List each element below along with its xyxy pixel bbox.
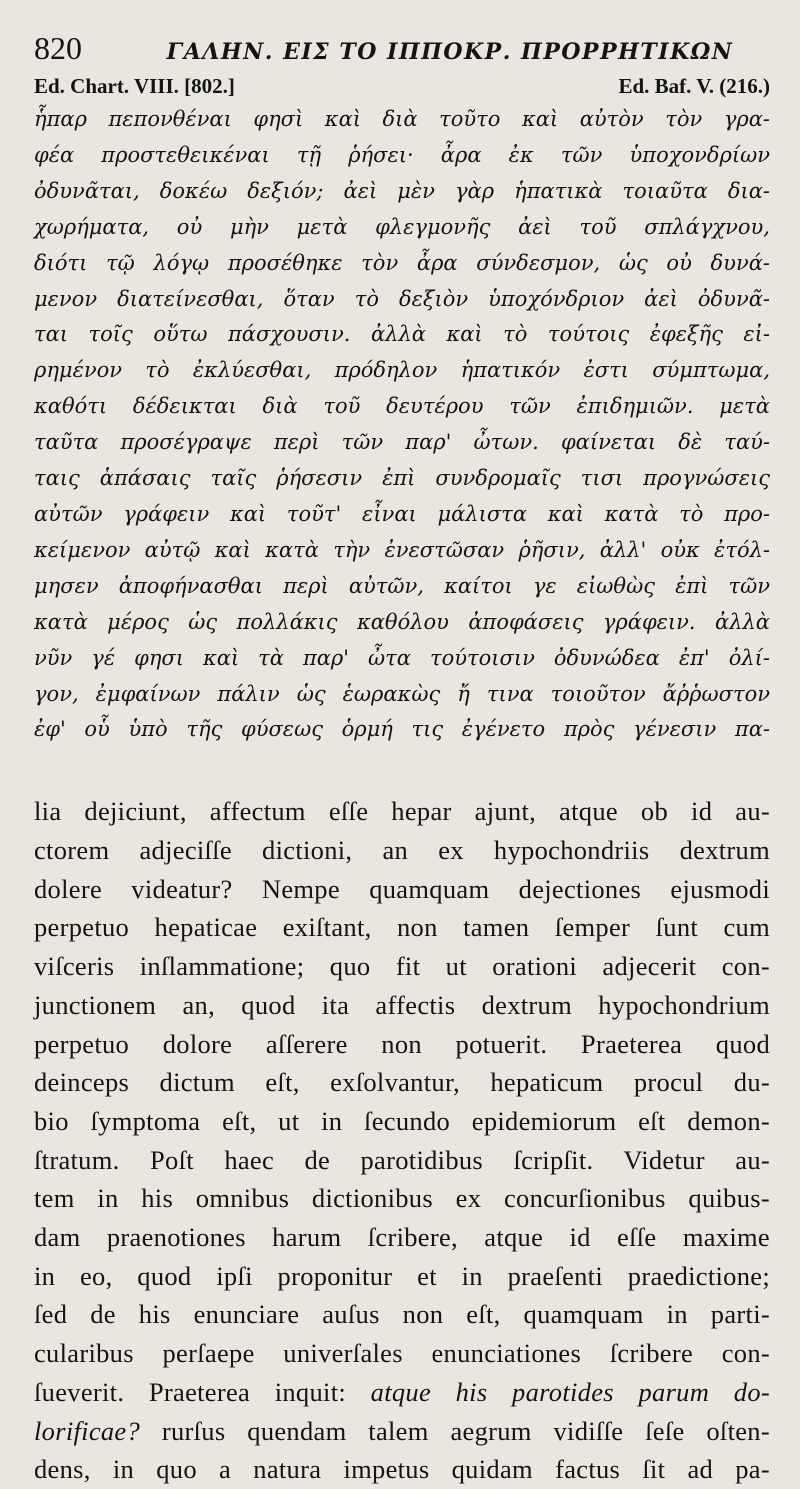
greek-line: χωρήματα, οὐ μὴν μετὰ φλεγμονῆς ἀεὶ τοῦ σπλάγχνου, xyxy=(34,214,770,239)
greek-line: ρημένον τὸ ἐκλύεσθαι, πρόδηλον ἡπατικόν ἐστι σύμπτωμα, xyxy=(34,358,770,383)
latin-line: deinceps dictum eſt, exſolvantur, hepaticum procul du- xyxy=(34,1067,770,1098)
latin-line: perpetuo dolore aſſerere non potuerit. Praeterea quod xyxy=(34,1028,770,1059)
greek-text-block xyxy=(34,102,770,748)
greek-line: νῦν γέ φησι καὶ τὰ παρ' ὦτα τούτοισιν ὀδυνώδεα ἐπ' ὀλί- xyxy=(34,645,770,670)
latin-line xyxy=(34,1373,770,1412)
latin-line: cularibus perſaepe univerſales enunciationes ſcribere con- xyxy=(34,1338,770,1369)
latin-line-italic: lorificae? xyxy=(34,1415,141,1446)
latin-line: in eo, quod ipſi proponitur et in praeſenti praedictione; xyxy=(34,1260,770,1291)
latin-line-roman: ſueverit. Praeterea inquit: xyxy=(34,1376,347,1407)
greek-line: κείμενον αὐτῷ καὶ κατὰ τὴν ἐνεστῶσαν ῥῆσιν, ἀλλ' οὐκ ἐτόλ- xyxy=(34,537,770,562)
edition-chartier-reference: Ed. Chart. VIII. [802.] xyxy=(34,74,235,98)
running-head xyxy=(34,30,770,70)
latin-line: bio ſymptoma eſt, ut in ſecundo epidemiorum eſt demon- xyxy=(34,1105,770,1136)
latin-line-italic: atque his parotides parum do- xyxy=(370,1376,770,1407)
greek-line: ταις ἁπάσαις ταῖς ῥήσεσιν ἐπὶ συνδρομαῖς τισι προγνώσεις xyxy=(34,466,770,491)
greek-line: κατὰ μέρος ὡς πολλάκις καθόλου ἀποφάσεις γράφειν. ἀλλὰ xyxy=(34,609,770,634)
greek-line: γον, ἐμφαίνων πάλιν ὡς ἑωρακὼς ἤ τινα τοιοῦτον ἄῤῥωστον xyxy=(34,681,770,706)
running-title: ΓΑΛΗΝ. ΕΙΣ ΤΟ ΙΠΠΟΚΡ. ΠΡΟΡΡΗΤΙΚΩΝ xyxy=(166,39,734,65)
latin-line: dam praenotiones harum ſcribere, atque id eſſe maxime xyxy=(34,1222,770,1253)
greek-line: ταῦτα προσέγραψε περὶ τῶν παρ' ὦτων. φαίνεται δὲ ταύ- xyxy=(34,430,770,455)
latin-line: junctionem an, quod ita affectis dextrum hypochondrium xyxy=(34,989,770,1020)
edition-basel-reference: Ed. Baf. V. (216.) xyxy=(618,74,770,98)
latin-text-block xyxy=(34,792,770,1489)
latin-line: ſtratum. Poſt haec de parotidibus ſcripſit. Videtur au- xyxy=(34,1144,770,1175)
greek-line: φέα προστεθεικέναι τῇ ῥήσει· ἆρα ἐκ τῶν ὑποχονδρίων xyxy=(34,142,770,167)
greek-line: ἧπαρ πεπονθέναι φησὶ καὶ διὰ τοῦτο καὶ αὐτὸν τὸν γρα- xyxy=(34,107,770,131)
latin-line: ctorem adjeciſſe dictioni, an ex hypochondriis dextrum xyxy=(34,835,770,866)
latin-line: dens, in quo a natura impetus quidam factus ſit ad pa- xyxy=(34,1454,770,1485)
latin-line: ſed de his enunciare auſus non eſt, quamquam in parti- xyxy=(34,1299,770,1330)
greek-line: μενον διατείνεσθαι, ὅταν τὸ δεξιὸν ὑποχόνδριον ἀεὶ ὀδυνᾶ- xyxy=(34,286,770,311)
latin-line: tem in his omnibus dictionibus ex concurſionibus quibus- xyxy=(34,1183,770,1214)
latin-line: dolere videatur? Nempe quamquam dejectiones ejusmodi xyxy=(34,873,770,904)
greek-line: μησεν ἀποφήνασθαι περὶ αὐτῶν, καίτοι γε εἰωθὼς ἐπὶ τῶν xyxy=(34,573,770,598)
greek-line: ἐφ' οὗ ὑπὸ τῆς φύσεως ὁρμή τις ἐγένετο πρὸς γένεσιν πα- xyxy=(34,717,770,742)
latin-line-roman: rurſus quendam talem aegrum vidiſſe ſeſe oſten- xyxy=(161,1415,770,1446)
page-number: 820 xyxy=(34,30,82,66)
greek-line: αὐτῶν γράφειν καὶ τοῦτ' εἶναι μάλιστα καὶ κατὰ τὸ προ- xyxy=(34,501,770,526)
latin-line: lia dejiciunt, affectum eſſe hepar ajunt, atque ob id au- xyxy=(34,796,770,827)
greek-line: ὀδυνᾶται, δοκέω δεξιόν; ἀεὶ μὲν γὰρ ἡπατικὰ τοιαῦτα δια- xyxy=(34,178,770,203)
greek-line: διότι τῷ λόγῳ προσέθηκε τὸν ἆρα σύνδεσμον, ὡς οὐ δυνά- xyxy=(34,250,770,275)
greek-line: καθότι δέδεικται διὰ τοῦ δευτέρου τῶν ἐπιδημιῶν. μετὰ xyxy=(34,394,770,419)
edition-reference-line xyxy=(34,74,770,100)
greek-line: ται τοῖς οὕτω πάσχουσιν. ἀλλὰ καὶ τὸ τούτοις ἐφεξῆς εἰ- xyxy=(34,322,770,347)
latin-line: viſceris inſlammatione; quo fit ut orationi adjecerit con- xyxy=(34,951,770,982)
latin-line xyxy=(34,1412,770,1451)
latin-line: perpetuo hepaticae exiſtant, non tamen ſemper ſunt cum xyxy=(34,912,770,943)
